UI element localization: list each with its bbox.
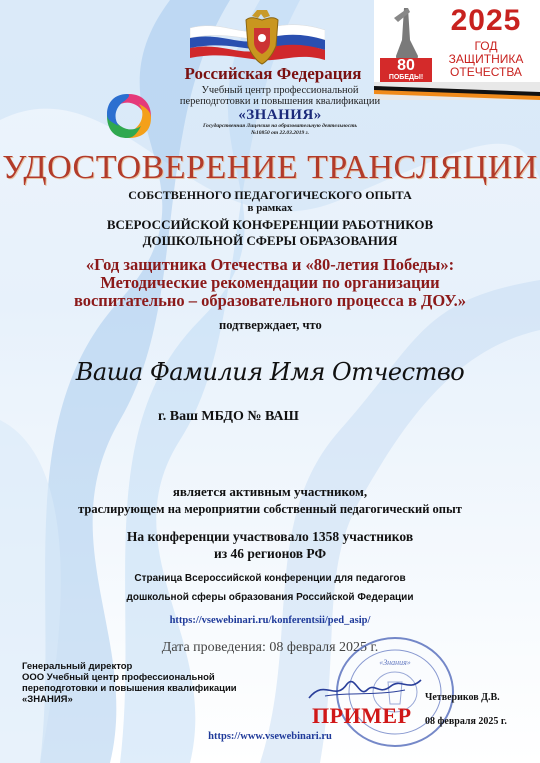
active-participant-text: является активным участником, — [172, 484, 368, 499]
license-line-2: №10850 от 22.03.2019 г. — [250, 130, 310, 136]
training-center-logo — [103, 90, 155, 142]
signature-scribble-icon — [305, 668, 425, 708]
badge-year: 2025 — [450, 4, 522, 37]
director-position — [22, 661, 302, 705]
certificate-subtitle: СОБСТВЕННОГО ПЕДАГОГИЧЕСКОГО ОПЫТА — [128, 188, 412, 202]
center-line-2: переподготовки и повышения квалификации — [179, 96, 381, 107]
coat-of-arms-icon — [190, 6, 325, 68]
confirms-text: подтверждает, что — [219, 318, 322, 332]
participants-count: На конференции участвовало 1358 участников — [126, 529, 414, 544]
event-date: Дата проведения: 08 февраля 2025 г. — [161, 640, 379, 655]
position-line-3: переподготовки и повышения квалификации — [22, 683, 237, 694]
sample-watermark: ПРИМЕР — [312, 703, 412, 728]
conference-line-2: ДОШКОЛЬНОЙ СФЕРЫ ОБРАЗОВАНИЯ — [142, 233, 398, 248]
theme-line-1: «Год защитника Отечества и «80-летия Победы»: — [85, 255, 455, 274]
participant-name: Ваша Фамилия Имя Отчество — [75, 358, 465, 386]
center-line-1: Учебный центр профессиональной — [201, 85, 359, 96]
logo-swirl-icon — [103, 90, 155, 142]
flag-and-coat-of-arms — [190, 6, 325, 68]
center-name: «ЗНАНИЯ» — [238, 107, 322, 123]
theme-line-2: Методические рекомендации по организации — [100, 273, 440, 292]
position-line-2: ООО Учебный центр профессиональной — [22, 672, 215, 683]
theme-line-3: воспитательно – образовательного процесса в ДОУ.» — [73, 291, 467, 310]
sharing-experience-text: траслирующем на мероприятии собственный педагогический опыт — [78, 502, 462, 516]
position-line-1: Генеральный директор — [22, 661, 133, 672]
website-link[interactable]: https://www.vsewebinari.ru — [208, 731, 332, 742]
handwritten-signature — [305, 668, 425, 708]
in-frame-text: в рамках — [247, 202, 293, 214]
conference-page-line-2: дошкольной сферы образования Российской Федерации — [126, 592, 414, 603]
training-center-info — [150, 85, 410, 137]
badge-line1: ГОД — [474, 39, 498, 53]
signer-name: Четвериков Д.В. — [425, 692, 500, 703]
victory-number: 80 — [397, 57, 415, 74]
badge-line2: ЗАЩИТНИКА — [448, 52, 524, 66]
conference-url-link[interactable]: https://vsewebinari.ru/konferentsii/ped_asip/ — [169, 615, 371, 626]
participant-organization: г. Ваш МБДО № ВАШ — [158, 409, 299, 424]
license-line-1: Государственная Лицензия на образовательную деятельность — [202, 123, 358, 129]
badge-line3: ОТЕЧЕСТВА — [450, 65, 522, 79]
regions-count: из 46 регионов РФ — [213, 546, 327, 561]
victory-word: ПОБЕДЫ! — [388, 74, 424, 81]
country-name: Российская Федерация — [184, 64, 362, 83]
conference-line-1: ВСЕРОССИЙСКОЙ КОНФЕРЕНЦИИ РАБОТНИКОВ — [106, 217, 434, 232]
certificate-title: УДОСТОВЕРЕНИЕ ТРАНСЛЯЦИИ — [2, 149, 538, 186]
position-line-4: «ЗНАНИЯ» — [22, 694, 73, 705]
stamp-text: «Знания» — [379, 658, 411, 667]
conference-page-line-1: Страница Всероссийской конференции для педагогов — [134, 573, 406, 584]
signature-date: 08 февраля 2025 г. — [425, 716, 507, 727]
